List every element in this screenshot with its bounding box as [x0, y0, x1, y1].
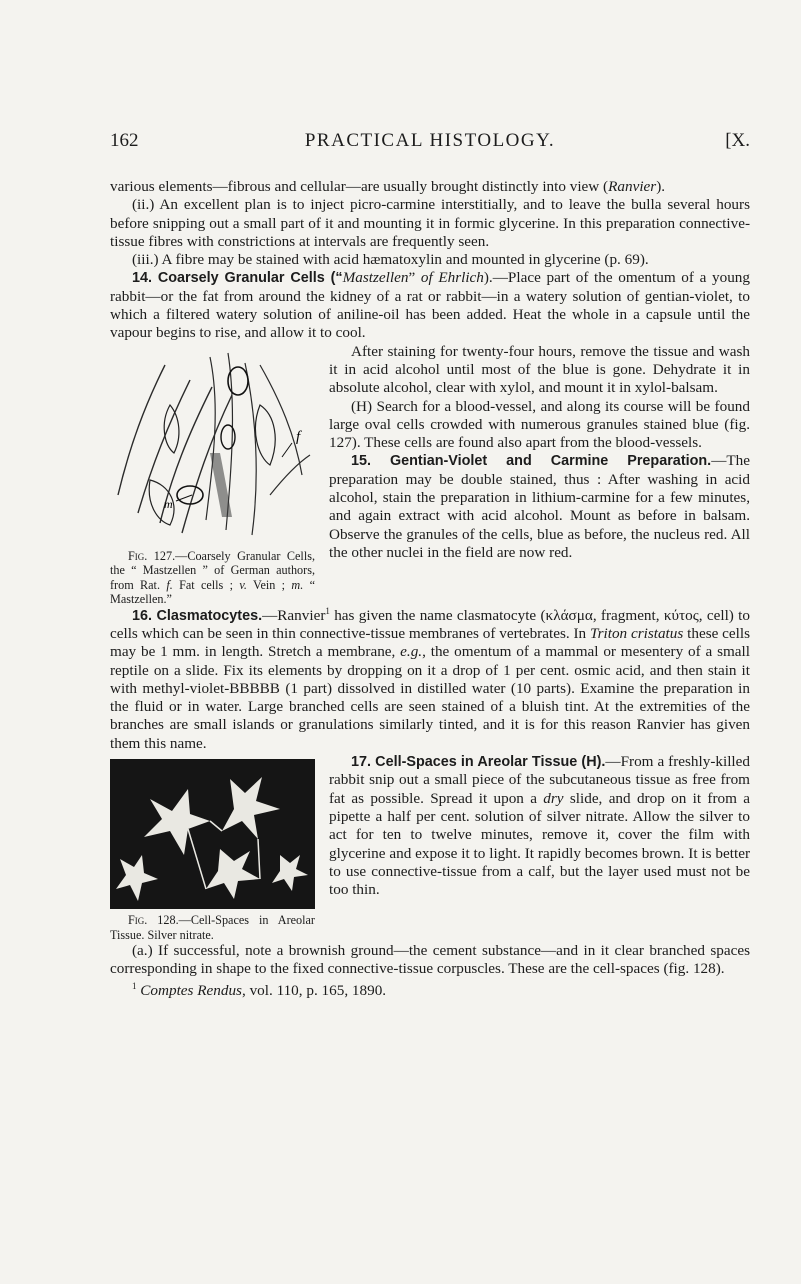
section-17-title: 17. Cell-Spaces in Areolar Tissue (H). [351, 754, 606, 771]
figure-127-illustration [110, 345, 315, 545]
paragraph-intro: various elements—fibrous and cellular—are usually brought distinctly into view (Ranvier). [110, 178, 666, 195]
running-header [110, 130, 750, 160]
figure-128-caption: Fig. 128.—Cell-Spaces in Areolar Tissue. Silver nitrate. [110, 913, 315, 942]
paragraph-14-c: (H) Search for a blood-vessel, and along its course will be found large oval cells crowded with numerous granules stained blue (fig. 127). These cells are found also apart from the blood-vessels. [329, 397, 750, 452]
footnote-journal: Comptes Rendus [140, 981, 242, 999]
section-14-heading: 14. Coarsely Granular Cells (“Mastzellen” of Ehrlich).—Place part of the omentum of a young rabbit—or the fat from around the kidney of a rat or rabbit—in a watery solution of gentian-violet, to which a filtered watery solution of aniline-oil has been added. Heat the whole in a capsule until the vapour begins to rise, and allow it to cool. [110, 269, 750, 342]
section-16: 16. Clasmatocytes.—Ranvier$^1$ has given the name clasmatocyte (κλάσμα, fragment, κύτος, cell) to cells which can be seen in thin connective-tissue membranes of vertebrates. In Triton cristatus these cells may be 1 mm. in length. Stretch a membrane, e.g., the omentum of a mammal or mesentery of a small reptile on a slide. Fix its elements by dropping on it a drop of 1 per cent. osmic acid, and then stain it with methyl-violet-BBBBB (1 part) dissolved in distilled water (10 parts). Examine the preparation in the fluid or in water. Large branched cells are seen stained of a bluish tint. At the extremities of the branches are small islands or granulations similarly tinted, and it is for this reason Ranvier has given them this name. [110, 605, 751, 752]
page-number: 162 [110, 130, 139, 151]
body-text [110, 178, 750, 1000]
figure-128 [110, 759, 315, 942]
paragraph-14-b: After staining for twenty-four hours, remove the tissue and wash it in acid alcohol until most of the blue is gone. Dehydrate it in absolute alcohol, clear with xylol, and mount it in xylol-balsam. [329, 342, 750, 397]
figure-127-label-f: f [296, 428, 301, 445]
paragraph-17-a: (a.) If successful, note a brownish ground—the cement substance—and in it clear branched spaces corresponding in shape to the fixed connective-tissue corpuscles. These are the cell-spaces (fig. 128). [110, 942, 750, 978]
figure-128-illustration [110, 759, 315, 909]
figure-127-caption: Fig. 127.—Coarsely Granular Cells, the “ Mastzellen ” of German authors, from Rat. f. Fat cells ; v. Vein ; m. “ Mastzellen.” [110, 548, 315, 607]
paragraph-ii: (ii.) An excellent plan is to inject picro-carmine interstitially, and to leave the bulla several hours before snipping out a small part of it and mounting it in formic glycerine. In this preparation connective-tissue fibres with constrictions at intervals are frequently seen. [110, 196, 750, 250]
section-16-title: 16. Clasmatocytes. [132, 607, 263, 624]
section-17: 17. Cell-Spaces in Areolar Tissue (H).—From a freshly-killed rabbit snip out a small piece of the subcutaneous tissue as free from fat as possible. Spread it upon a dry slide, and drop on it from a pipette a half per cent. solution of silver nitrate. Allow the silver to act for ten to twelve minutes, remove it, cover the film with glycerine and expose it to light. It rapidly becomes brown. It is better to use connective-tissue from a calf, but the layer used must not be too thin. [329, 753, 750, 899]
chapter-marker: [X. [725, 130, 750, 151]
figure-127 [110, 345, 315, 607]
figure-127-label-m: m [164, 496, 173, 511]
running-title: PRACTICAL HISTOLOGY. [304, 130, 556, 151]
section-14-title: 14. Coarsely Granular Cells (“ [132, 270, 343, 287]
footnote-ref: 1 [325, 605, 330, 616]
section-15: 15. Gentian-Violet and Carmine Preparation.—The preparation may be double stained, thus : After washing in acid alcohol, stain the preparation in lithium-carmine for a few minutes, and again extract with acid alcohol. Mount as before in balsam. Observe the granules of the cells, blue as before, the nucleus red. All the other nuclei in the field are now red. [329, 452, 750, 561]
footnote: $^1$ Comptes Rendus, vol. 110, p. 165, 1890. [132, 980, 387, 999]
section-15-title: 15. Gentian-Violet and Carmine Preparation. [351, 453, 712, 470]
paragraph-iii: (iii.) A fibre may be stained with acid hæmatoxylin and mounted in glycerine (p. 69). [132, 251, 649, 269]
